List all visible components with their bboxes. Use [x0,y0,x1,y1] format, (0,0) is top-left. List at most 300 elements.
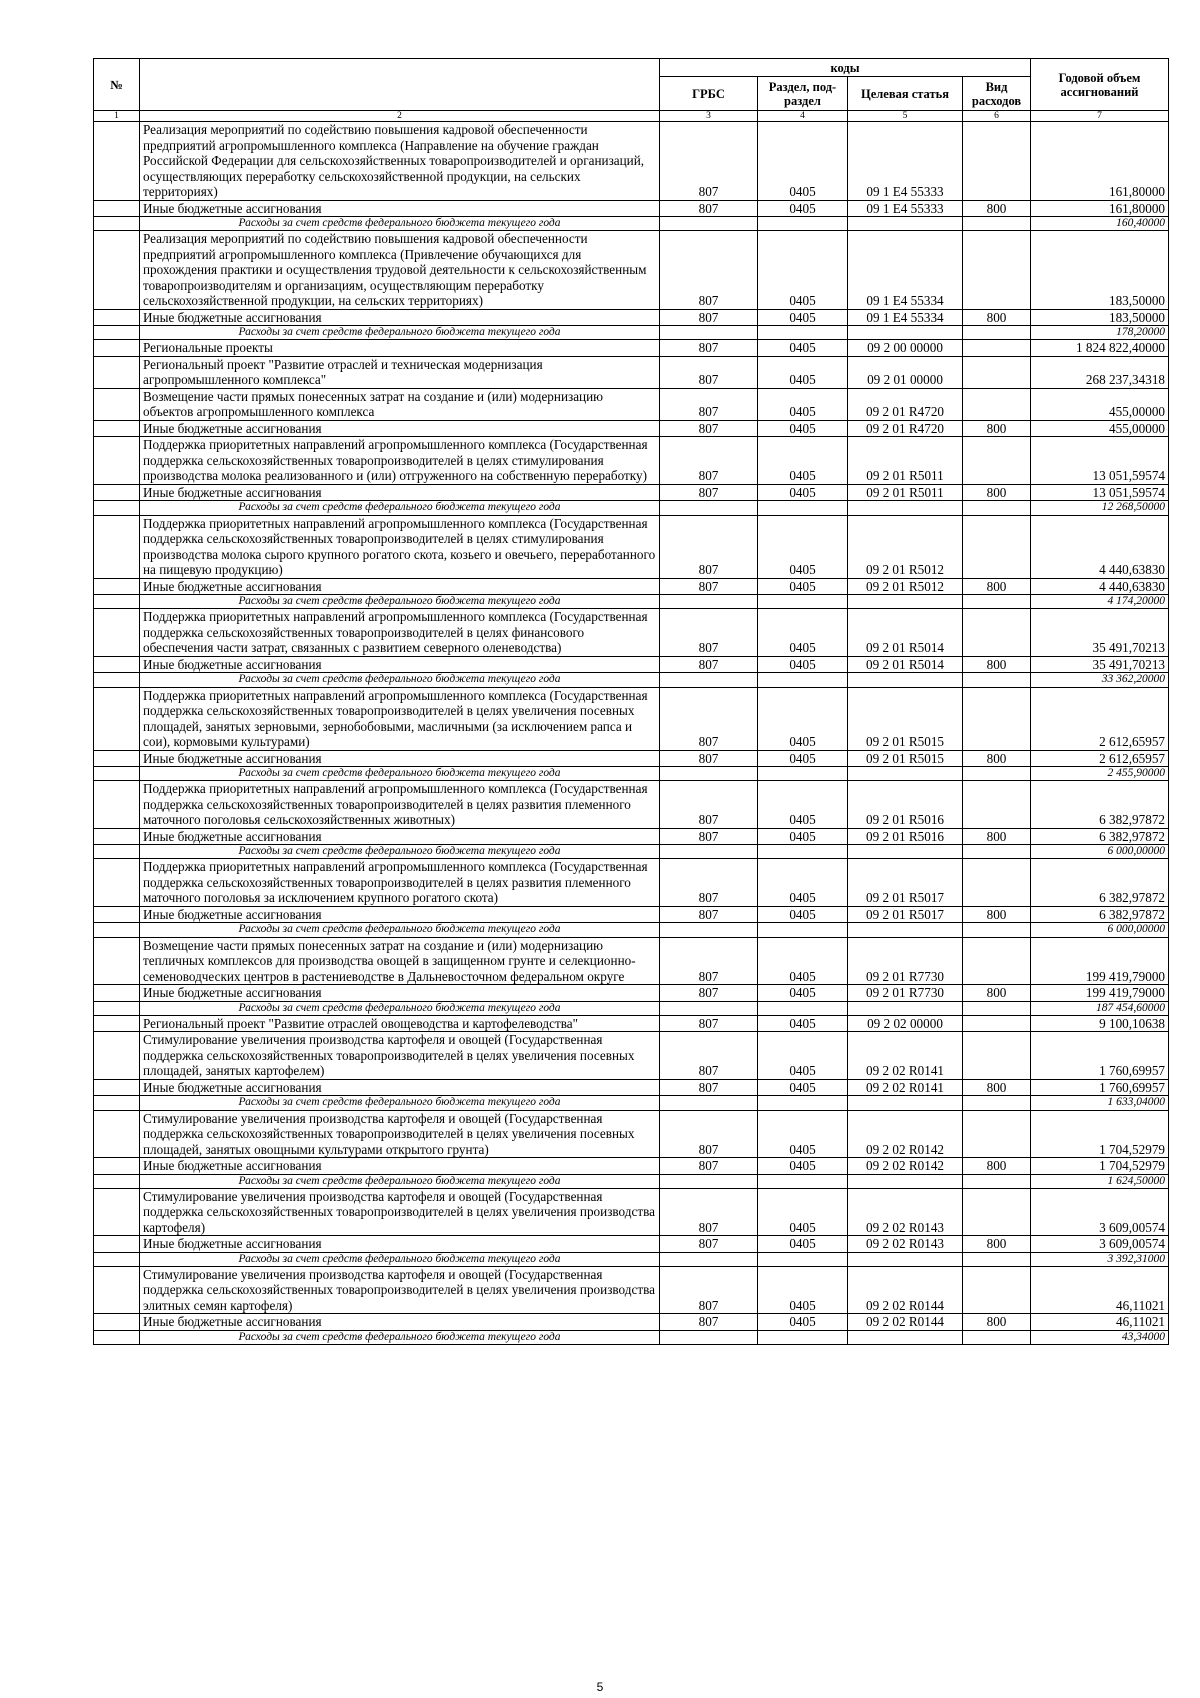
num-cell [94,906,140,923]
section-cell [758,1001,848,1015]
section-cell: 0405 [758,340,848,357]
expense-kind-cell [963,1174,1031,1188]
section-cell: 0405 [758,687,848,750]
amount-cell: 43,34000 [1031,1330,1169,1344]
amount-cell: 6 382,97872 [1031,859,1169,907]
num-cell [94,687,140,750]
target-article-cell [848,767,963,781]
table-row [94,1158,1169,1175]
name-cell: Стимулирование увеличения производства картофеля и овощей (Государственная поддержка сельскохозяйственных товаропроизводителей в целях увеличения посевных площадей, занятых овощными культурами открытого грунта) [140,1110,660,1158]
grbs-cell: 807 [660,1188,758,1236]
header-name [140,59,660,111]
name-cell: Расходы за счет средств федерального бюджета текущего года [140,501,660,515]
federal-budget-subrow [94,923,1169,937]
grbs-cell: 807 [660,985,758,1002]
name-cell: Расходы за счет средств федерального бюджета текущего года [140,673,660,687]
name-cell: Расходы за счет средств федерального бюджета текущего года [140,1001,660,1015]
name-cell: Иные бюджетные ассигнования [140,1314,660,1331]
target-article-cell [848,595,963,609]
page-number: 5 [596,1680,604,1694]
num-cell [94,1032,140,1080]
num-cell [94,515,140,578]
num-cell [94,356,140,388]
name-cell: Стимулирование увеличения производства картофеля и овощей (Государственная поддержка сельскохозяйственных товаропроизводителей в целях увеличения производства картофеля) [140,1188,660,1236]
amount-cell: 6 000,00000 [1031,923,1169,937]
federal-budget-subrow [94,1330,1169,1344]
amount-cell: 199 419,79000 [1031,985,1169,1002]
amount-cell: 1 633,04000 [1031,1096,1169,1110]
amount-cell: 178,20000 [1031,326,1169,340]
name-cell: Расходы за счет средств федерального бюджета текущего года [140,595,660,609]
expense-kind-cell [963,859,1031,907]
section-cell: 0405 [758,231,848,310]
section-cell [758,501,848,515]
num-cell [94,985,140,1002]
num-cell [94,420,140,437]
target-article-cell: 09 1 E4 55333 [848,200,963,217]
table-row [94,1188,1169,1236]
amount-cell: 268 237,34318 [1031,356,1169,388]
grbs-cell: 807 [660,1032,758,1080]
grbs-cell [660,923,758,937]
section-cell [758,923,848,937]
amount-cell: 1 760,69957 [1031,1079,1169,1096]
expense-kind-cell [963,231,1031,310]
target-article-cell: 09 1 E4 55334 [848,231,963,310]
section-cell: 0405 [758,859,848,907]
expense-kind-cell [963,356,1031,388]
table-row [94,609,1169,657]
grbs-cell [660,326,758,340]
num-cell [94,845,140,859]
amount-cell: 46,11021 [1031,1266,1169,1314]
expense-kind-cell: 800 [963,420,1031,437]
expense-kind-cell [963,595,1031,609]
section-cell: 0405 [758,309,848,326]
federal-budget-subrow [94,1174,1169,1188]
table-row [94,1236,1169,1253]
name-cell: Иные бюджетные ассигнования [140,200,660,217]
federal-budget-subrow [94,595,1169,609]
amount-cell: 2 612,65957 [1031,687,1169,750]
num-cell [94,1096,140,1110]
target-article-cell: 09 2 01 R5016 [848,828,963,845]
header-volume: Годовой объем ассигнований [1031,59,1169,111]
amount-cell: 6 382,97872 [1031,828,1169,845]
num-cell [94,923,140,937]
table-row [94,231,1169,310]
header-kind: Вид расходов [963,77,1031,111]
grbs-cell: 807 [660,420,758,437]
expense-kind-cell [963,437,1031,485]
num-cell [94,122,140,201]
name-cell: Поддержка приоритетных направлений агропромышленного комплекса (Государственная поддержка сельскохозяйственных товаропроизводителей в целях стимулирования производства молока сырого крупного рогатого скота, козьего и овечьего, переработанного на пищевую продукцию) [140,515,660,578]
name-cell: Иные бюджетные ассигнования [140,828,660,845]
table-row [94,578,1169,595]
section-cell: 0405 [758,781,848,829]
section-cell: 0405 [758,656,848,673]
name-cell: Возмещение части прямых понесенных затрат на создание и (или) модернизацию объектов агропромышленного комплекса [140,388,660,420]
section-cell: 0405 [758,200,848,217]
amount-cell: 33 362,20000 [1031,673,1169,687]
table-row [94,937,1169,985]
section-cell: 0405 [758,1188,848,1236]
grbs-cell [660,767,758,781]
num-cell [94,750,140,767]
expense-kind-cell: 800 [963,200,1031,217]
num-cell [94,859,140,907]
target-article-cell: 09 2 01 R4720 [848,388,963,420]
section-cell: 0405 [758,388,848,420]
grbs-cell: 807 [660,687,758,750]
target-article-cell [848,1096,963,1110]
expense-kind-cell [963,673,1031,687]
amount-cell: 3 609,00574 [1031,1188,1169,1236]
grbs-cell: 807 [660,859,758,907]
amount-cell: 160,40000 [1031,217,1169,231]
amount-cell: 161,80000 [1031,200,1169,217]
section-cell: 0405 [758,750,848,767]
section-cell: 0405 [758,1015,848,1032]
section-cell: 0405 [758,1032,848,1080]
target-article-cell: 09 2 01 R7730 [848,985,963,1002]
name-cell: Иные бюджетные ассигнования [140,1158,660,1175]
num-cell [94,1266,140,1314]
name-cell: Иные бюджетные ассигнования [140,420,660,437]
table-row [94,309,1169,326]
table-row [94,1079,1169,1096]
grbs-cell: 807 [660,1266,758,1314]
expense-kind-cell [963,1032,1031,1080]
section-cell [758,1330,848,1344]
target-article-cell [848,1174,963,1188]
target-article-cell: 09 2 01 R5012 [848,515,963,578]
name-cell: Поддержка приоритетных направлений агропромышленного комплекса (Государственная поддержка сельскохозяйственных товаропроизводителей в целях финансового обеспечения части затрат, связанных с развитием северного оленеводства) [140,609,660,657]
header-grbs: ГРБС [660,77,758,111]
target-article-cell [848,673,963,687]
name-cell: Стимулирование увеличения производства картофеля и овощей (Государственная поддержка сельскохозяйственных товаропроизводителей в целях увеличения производства элитных семян картофеля) [140,1266,660,1314]
section-cell [758,845,848,859]
target-article-cell: 09 2 01 R5011 [848,484,963,501]
expense-kind-cell [963,845,1031,859]
num-cell [94,1314,140,1331]
expense-kind-cell: 800 [963,309,1031,326]
name-cell: Иные бюджетные ассигнования [140,985,660,1002]
name-cell: Иные бюджетные ассигнования [140,309,660,326]
num-cell [94,1188,140,1236]
table-row [94,356,1169,388]
amount-cell: 183,50000 [1031,231,1169,310]
grbs-cell [660,501,758,515]
amount-cell: 4 440,63830 [1031,578,1169,595]
amount-cell: 455,00000 [1031,388,1169,420]
num-cell [94,1330,140,1344]
target-article-cell: 09 2 01 R5014 [848,609,963,657]
expense-kind-cell [963,1110,1031,1158]
name-cell: Расходы за счет средств федерального бюджета текущего года [140,1330,660,1344]
federal-budget-subrow [94,845,1169,859]
num-cell [94,309,140,326]
table-row [94,388,1169,420]
name-cell: Региональные проекты [140,340,660,357]
name-cell: Поддержка приоритетных направлений агропромышленного комплекса (Государственная поддержка сельскохозяйственных товаропроизводителей в целях развития племенного маточного поголовья сельскохозяйственных животных) [140,781,660,829]
target-article-cell: 09 2 02 R0142 [848,1158,963,1175]
expense-kind-cell [963,501,1031,515]
num-cell [94,781,140,829]
expense-kind-cell [963,1096,1031,1110]
num-cell [94,388,140,420]
target-article-cell [848,923,963,937]
grbs-cell [660,673,758,687]
name-cell: Расходы за счет средств федерального бюджета текущего года [140,217,660,231]
target-article-cell [848,1252,963,1266]
expense-kind-cell: 800 [963,1158,1031,1175]
expense-kind-cell: 800 [963,750,1031,767]
expense-kind-cell: 800 [963,656,1031,673]
num-cell [94,1236,140,1253]
amount-cell: 6 382,97872 [1031,906,1169,923]
table-row [94,420,1169,437]
section-cell: 0405 [758,609,848,657]
target-article-cell [848,217,963,231]
column-number: 1 [94,111,140,122]
num-cell [94,217,140,231]
grbs-cell: 807 [660,578,758,595]
amount-cell: 35 491,70213 [1031,656,1169,673]
section-cell [758,673,848,687]
num-cell [94,656,140,673]
target-article-cell: 09 2 02 R0143 [848,1188,963,1236]
federal-budget-subrow [94,1001,1169,1015]
grbs-cell [660,217,758,231]
table-row [94,687,1169,750]
name-cell: Иные бюджетные ассигнования [140,750,660,767]
section-cell: 0405 [758,1266,848,1314]
section-cell [758,595,848,609]
grbs-cell: 807 [660,340,758,357]
amount-cell: 6 000,00000 [1031,845,1169,859]
grbs-cell: 807 [660,750,758,767]
grbs-cell: 807 [660,1314,758,1331]
budget-table [93,58,1169,1345]
section-cell: 0405 [758,985,848,1002]
amount-cell: 12 268,50000 [1031,501,1169,515]
name-cell: Поддержка приоритетных направлений агропромышленного комплекса (Государственная поддержка сельскохозяйственных товаропроизводителей в целях развития племенного маточного поголовья за исключением крупного рогатого скота) [140,859,660,907]
section-cell: 0405 [758,1079,848,1096]
target-article-cell [848,501,963,515]
name-cell: Реализация мероприятий по содействию повышения кадровой обеспеченности предприятий агропромышленного комплекса (Направление на обучение граждан Российской Федерации для сельскохозяйственных товаропроизводителей и организаций, осуществляющих переработку сельскохозяйственной продукции, на сельских территориях) [140,122,660,201]
target-article-cell [848,326,963,340]
expense-kind-cell [963,609,1031,657]
section-cell [758,217,848,231]
section-cell [758,767,848,781]
grbs-cell: 807 [660,1110,758,1158]
grbs-cell: 807 [660,1158,758,1175]
amount-cell: 183,50000 [1031,309,1169,326]
expense-kind-cell [963,217,1031,231]
column-numbers-row [94,111,1169,122]
target-article-cell: 09 2 02 R0144 [848,1266,963,1314]
federal-budget-subrow [94,767,1169,781]
num-cell [94,1015,140,1032]
federal-budget-subrow [94,1096,1169,1110]
amount-cell: 1 824 822,40000 [1031,340,1169,357]
amount-cell: 3 609,00574 [1031,1236,1169,1253]
num-cell [94,437,140,485]
name-cell: Возмещение части прямых понесенных затрат на создание и (или) модернизацию тепличных комплексов для производства овощей в защищенном грунте и селекционно-семеноводческих центров в растениеводстве в Дальневосточном федеральном округе [140,937,660,985]
grbs-cell: 807 [660,1015,758,1032]
expense-kind-cell: 800 [963,828,1031,845]
num-cell [94,501,140,515]
grbs-cell: 807 [660,656,758,673]
target-article-cell: 09 1 E4 55334 [848,309,963,326]
expense-kind-cell [963,1252,1031,1266]
amount-cell: 13 051,59574 [1031,437,1169,485]
num-cell [94,1252,140,1266]
section-cell: 0405 [758,1158,848,1175]
num-cell [94,673,140,687]
target-article-cell: 09 2 02 R0142 [848,1110,963,1158]
expense-kind-cell [963,923,1031,937]
column-number: 5 [848,111,963,122]
target-article-cell: 09 2 01 R5017 [848,906,963,923]
expense-kind-cell: 800 [963,1079,1031,1096]
table-row [94,1015,1169,1032]
amount-cell: 1 704,52979 [1031,1158,1169,1175]
column-number: 4 [758,111,848,122]
section-cell [758,1174,848,1188]
federal-budget-subrow [94,326,1169,340]
column-number: 2 [140,111,660,122]
expense-kind-cell [963,1188,1031,1236]
section-cell: 0405 [758,1236,848,1253]
grbs-cell: 807 [660,906,758,923]
table-row [94,781,1169,829]
num-cell [94,1079,140,1096]
header-section: Раздел, под-раздел [758,77,848,111]
table-row [94,122,1169,201]
num-cell [94,200,140,217]
num-cell [94,595,140,609]
expense-kind-cell [963,781,1031,829]
section-cell: 0405 [758,122,848,201]
target-article-cell [848,845,963,859]
amount-cell: 1 704,52979 [1031,1110,1169,1158]
amount-cell: 2 612,65957 [1031,750,1169,767]
expense-kind-cell: 800 [963,1314,1031,1331]
target-article-cell: 09 2 01 R7730 [848,937,963,985]
target-article-cell: 09 2 02 R0141 [848,1079,963,1096]
grbs-cell: 807 [660,828,758,845]
table-row [94,1032,1169,1080]
amount-cell: 6 382,97872 [1031,781,1169,829]
grbs-cell: 807 [660,200,758,217]
expense-kind-cell [963,122,1031,201]
table-row [94,1110,1169,1158]
num-cell [94,326,140,340]
section-cell: 0405 [758,515,848,578]
amount-cell: 1 624,50000 [1031,1174,1169,1188]
num-cell [94,609,140,657]
grbs-cell [660,1096,758,1110]
header-codes: коды [660,59,1031,77]
section-cell [758,326,848,340]
grbs-cell [660,1252,758,1266]
expense-kind-cell [963,937,1031,985]
federal-budget-subrow [94,1252,1169,1266]
target-article-cell: 09 2 00 00000 [848,340,963,357]
target-article-cell [848,1001,963,1015]
section-cell: 0405 [758,420,848,437]
amount-cell: 46,11021 [1031,1314,1169,1331]
grbs-cell: 807 [660,609,758,657]
amount-cell: 4 174,20000 [1031,595,1169,609]
name-cell: Расходы за счет средств федерального бюджета текущего года [140,1252,660,1266]
column-number: 7 [1031,111,1169,122]
grbs-cell [660,1174,758,1188]
table-row [94,1266,1169,1314]
num-cell [94,1174,140,1188]
name-cell: Поддержка приоритетных направлений агропромышленного комплекса (Государственная поддержка сельскохозяйственных товаропроизводителей в целях стимулирования производства молока реализованного и (или) отгруженного на собственную переработку) [140,437,660,485]
name-cell: Стимулирование увеличения производства картофеля и овощей (Государственная поддержка сельскохозяйственных товаропроизводителей в целях увеличения посевных площадей, занятых картофелем) [140,1032,660,1080]
grbs-cell: 807 [660,1079,758,1096]
grbs-cell: 807 [660,437,758,485]
target-article-cell: 09 2 02 R0143 [848,1236,963,1253]
expense-kind-cell [963,326,1031,340]
table-row [94,985,1169,1002]
expense-kind-cell: 800 [963,484,1031,501]
table-row [94,750,1169,767]
table-row [94,828,1169,845]
federal-budget-subrow [94,217,1169,231]
table-row [94,656,1169,673]
section-cell: 0405 [758,437,848,485]
name-cell: Расходы за счет средств федерального бюджета текущего года [140,326,660,340]
header-target: Целевая статья [848,77,963,111]
expense-kind-cell: 800 [963,906,1031,923]
num-cell [94,1110,140,1158]
header-num: № [94,59,140,111]
section-cell: 0405 [758,937,848,985]
expense-kind-cell: 800 [963,1236,1031,1253]
section-cell [758,1252,848,1266]
section-cell: 0405 [758,484,848,501]
name-cell: Расходы за счет средств федерального бюджета текущего года [140,923,660,937]
budget-table-body [94,122,1169,1345]
amount-cell: 13 051,59574 [1031,484,1169,501]
amount-cell: 4 440,63830 [1031,515,1169,578]
grbs-cell: 807 [660,937,758,985]
target-article-cell: 09 1 E4 55333 [848,122,963,201]
expense-kind-cell [963,340,1031,357]
target-article-cell: 09 2 02 R0144 [848,1314,963,1331]
section-cell: 0405 [758,828,848,845]
grbs-cell: 807 [660,122,758,201]
amount-cell: 3 392,31000 [1031,1252,1169,1266]
grbs-cell: 807 [660,1236,758,1253]
amount-cell: 1 760,69957 [1031,1032,1169,1080]
amount-cell: 35 491,70213 [1031,609,1169,657]
section-cell: 0405 [758,356,848,388]
table-row [94,484,1169,501]
amount-cell: 161,80000 [1031,122,1169,201]
name-cell: Расходы за счет средств федерального бюджета текущего года [140,1174,660,1188]
target-article-cell: 09 2 01 R5012 [848,578,963,595]
target-article-cell: 09 2 01 R4720 [848,420,963,437]
column-number: 3 [660,111,758,122]
federal-budget-subrow [94,501,1169,515]
name-cell: Поддержка приоритетных направлений агропромышленного комплекса (Государственная поддержка сельскохозяйственных товаропроизводителей в целях увеличения посевных площадей, занятых зерновыми, зернобобовыми, масличными (за исключением рапса и сои), кормовыми культурами) [140,687,660,750]
